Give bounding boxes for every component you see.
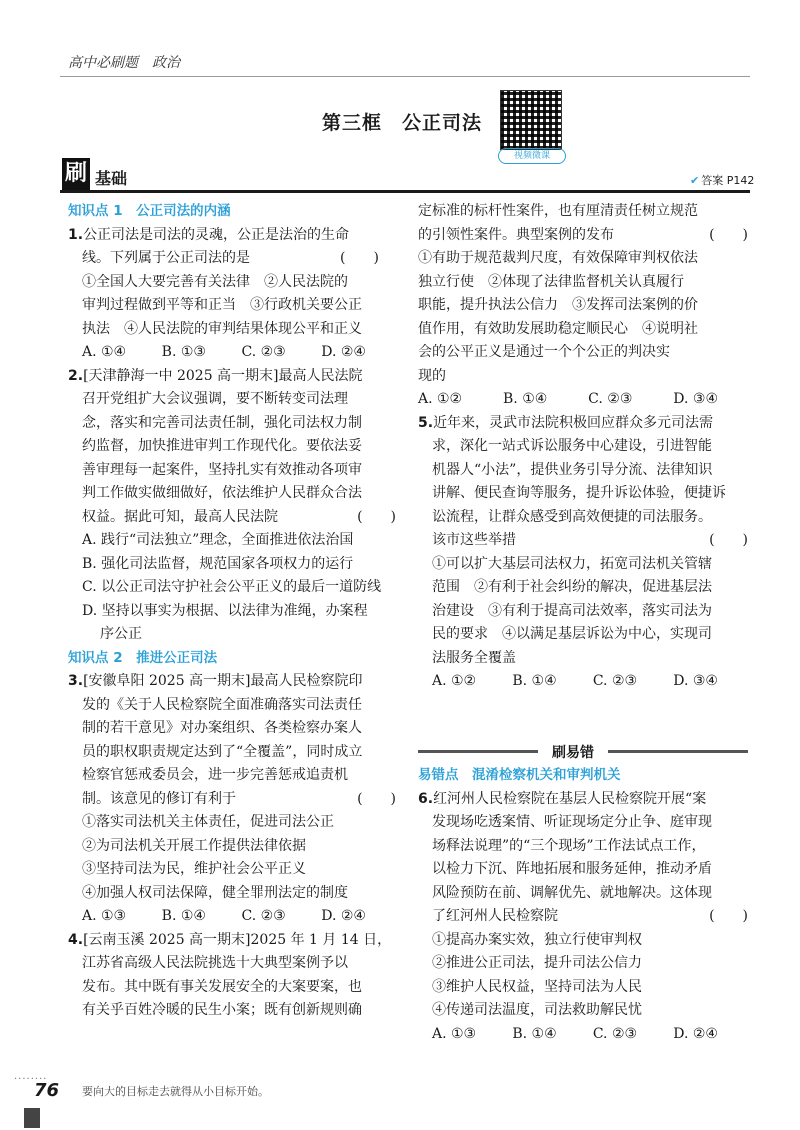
question-1: 1.公正司法是司法的灵魂，公正是法治的生命 线。下列属于公正司法的是 ①全国人大要完善有关法律 ②人民法院的 审判过程做到平等和正当 ③行政机关要公正 执法 ④人民法院的审判结果体现公平和正义 A. ①④ B. ①③ C. ②③ D. ②④ [68,224,396,365]
question-6: 6.红河州人民检察院在基层人民检察院开展“案 发现场吃透案情、听证现场定分止争、庭审现 场释法说理”的“三个现场”工作法试点工作， 以检力下沉、阵地拓展和服务延伸，推动矛盾 风险预防在前、调解优先、就地解决。这体现 了红河州人民检察院 ( ) ①提高办案实效，独立行使审判权 ②推进公正司法，提升司法公信力 ③维护人民权益，坚持司法为人民 ④传递司法温度，司法救助解民忧 A. ①③ B. ①④ C. ②③ D. ②④ [418,788,748,1047]
answer-blank: ( ) [357,790,396,807]
answer-blank-q1: ( ) [340,250,379,266]
knowledge-point-2: 知识点 2 推进公正司法 [68,649,218,666]
page-number: 76 [34,1080,60,1101]
video-lesson-label[interactable]: 视频微课 [498,148,566,164]
right-column [418,200,748,694]
options-row: A. ①③ B. ①④ C. ②③ D. ②④ [82,908,366,924]
answer-blank: ( ) [709,908,748,924]
options-row: A. ①③ B. ①④ C. ②③ D. ②④ [432,1025,718,1042]
knowledge-point-1: 知识点 1 公正司法的内涵 [68,203,231,219]
error-section-label: 刷易错 [538,742,608,762]
answer-blank: ( ) [709,226,748,243]
question-4-continued: 定标准的标杆性案件，也有厘清责任树立规范 的引领性案件。典型案例的发布 ( ) ①有助于规范裁判尺度，有效保障审判权依法 独立行使 ②体现了法律监督机关认真履行 职能，提升执法公信力 ③发挥司法案例的价 值作用，有效助发展助稳定顺民心 ④说明社 会的公平正义是通过一个个公正的判决实 现的 A. ①② B. ①④ C. ②③ D. ③④ [418,200,748,412]
options-row: A. ①④ B. ①③ C. ②③ D. ②④ [82,344,366,360]
check-icon: ✔ [690,174,700,187]
options-row: A. ①② B. ①④ C. ②③ D. ③④ [418,391,718,407]
answer-blank: ( ) [709,532,748,548]
header-divider [60,76,750,77]
section-badge: 刷 [62,158,90,190]
options-row: A. ①② B. ①④ C. ②③ D. ③④ [432,673,718,689]
lesson-title: 第三框 公正司法 [322,112,483,134]
section-label: 基础 [95,169,128,188]
qr-code[interactable] [500,90,562,150]
corner-block [24,1108,40,1128]
section-divider [60,190,750,193]
question-2: 2.[天津静海一中 2025 高一期末]最高人民法院 召开党组扩大会议强调，要不断转变司法理 念，落实和完善司法责任制，强化司法权力制 约监督，加快推进审判工作现代化。要依法妥 善审理每一起案件，坚持扎实有效推动各项审 判工作做实做细做好，依法维护人民群众合法 权益。据此可知，最高人民法院 ( ) A. 践行“司法独立”理念，全面推进依法治国 B. 强化司法监督，规范国家各项权力的运行 C. 以公正司法守护社会公平正义的最后一道防线 D. 坚持以事实为根据、以法律为准绳，办案程 序公正 [68,367,396,642]
answer-reference: ✔ 答案 P142 [690,174,755,187]
question-4: 4.[云南玉溪 2025 高一期末]2025 年 1 月 14 日， 江苏省高级人民法院挑选十大典型案例予以 发布。其中既有事关发展安全的大案要案，也 有关乎百姓冷暖的民生小案；既有创新规则确 [68,931,392,1018]
book-title: 高中必刷题 政治 [68,55,180,71]
right-column-lower [418,764,748,1046]
error-point: 易错点 混淆检察机关和审判机关 [418,767,621,783]
page-dots: ········ [14,1074,48,1085]
answer-blank: ( ) [357,508,396,525]
question-3: 3.[安徽阜阳 2025 高一期末]最高人民检察院印 发的《关于人民检察院全面准确落实司法责任 制的若干意见》对办案组织、各类检察办案人 员的职权职责规定达到了“全覆盖”，同时成立 检察官惩戒委员会，进一步完善惩戒追责机 制。该意见的修订有利于 ( ) ①落实司法机关主体责任，促进司法公正 ②为司法机关开展工作提供法律依据 ③坚持司法为民，维护社会公平正义 ④加强人权司法保障，健全罪刑法定的制度 A. ①③ B. ①④ C. ②③ D. ②④ [68,670,396,929]
left-column [68,200,396,1023]
question-5: 5.近年来，灵武市法院积极回应群众多元司法需 求，深化一站式诉讼服务中心建设，引进智能 机器人“小法”，提供业务引导分流、法律知识 讲解、便民查询等服务，提升诉讼体验，便捷诉 讼流程，让群众感受到高效便捷的司法服务。 该市这些举措 ( ) ①可以扩大基层司法权力，拓宽司法机关管辖 范围 ②有利于社会纠纷的解决，促进基层法 治建设 ③有利于提高司法效率，落实司法为 民的要求 ④以满足基层诉讼为中心，实现司 法服务全覆盖 A. ①② B. ①④ C. ②③ D. ③④ [418,412,748,694]
footer-motto: 要向大的目标走去就得从小目标开始。 [82,1085,269,1098]
error-section-header [418,742,748,762]
